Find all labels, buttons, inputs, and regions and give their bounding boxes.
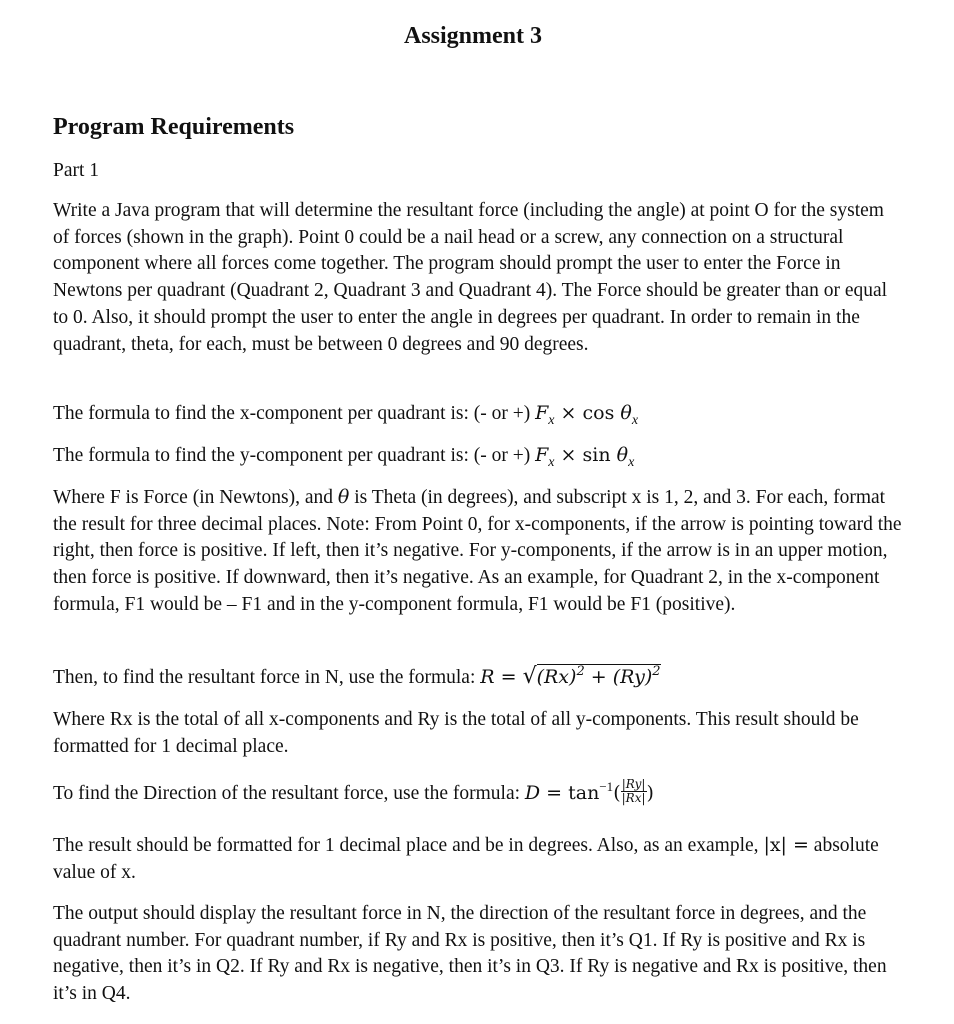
radicand	[537, 664, 661, 688]
x-formula-prefix: The formula to find the x-component per quadrant is: (- or +)	[53, 403, 536, 424]
abs-x-math: |x| =	[763, 834, 809, 856]
resultant-formula	[53, 664, 903, 694]
y-formula-times: ×	[554, 444, 583, 466]
direction-lhs: D	[524, 782, 541, 804]
output-paragraph: The output should display the resultant force in N, the direction of the resultant force in degrees, and the quadrant number. For quadrant number, if Ry and Rx is positive, then it’s Q1. If Ry is positive and Rx is negative, then it’s in Q2. If Ry and Rx is negative, then it’s in Q3. If Ry is negative and Rx is positive, then it’s in Q4.	[53, 903, 887, 1005]
direction-open-paren: (	[613, 782, 621, 804]
resultant-eq: =	[494, 666, 523, 688]
x-component-formula	[53, 400, 903, 430]
where-force-text-b: is Theta (in degrees), and subscript x is 1, 2, and 3. For each, format the result for three decimal places. Note: From Point 0, for x-components, if the arrow is pointing toward the right, then force is positive. If left, then it’s negative. For y-components, if the arrow is in an upper motion, then force is positive. If downward, then it’s negative. As an example, for Quadrant 2, in the x-component formula, F1 would be – F1 and in the y-component formula, F1 would be F1 (positive).	[53, 487, 902, 615]
direction-close-paren: )	[646, 782, 654, 804]
direction-pow: −1	[599, 779, 614, 794]
x-formula-force-sub: x	[548, 413, 555, 428]
direction-fraction	[621, 778, 647, 805]
y-formula-force: F	[535, 444, 549, 466]
x-formula-theta: θ	[620, 402, 632, 424]
document-title: Assignment 3	[403, 23, 542, 49]
resultant-sqrt	[523, 664, 661, 694]
rx-ry-paragraph: Where Rx is the total of all x-components and Ry is the total of all y-components. This result should be formatted for 1 decimal place.	[53, 709, 859, 757]
x-formula-force: F	[535, 402, 549, 424]
direction-prefix: To find the Direction of the resultant force, use the formula:	[53, 783, 525, 804]
radicand-term2: (Ry)	[612, 666, 653, 688]
section-heading: Program Requirements	[53, 114, 295, 140]
direction-result-text-a: The result should be formatted for 1 decimal place and be in degrees. Also, as an example,	[53, 835, 764, 856]
y-formula-force-sub: x	[548, 455, 555, 470]
y-formula-prefix: The formula to find the y-component per quadrant is: (- or +)	[53, 445, 536, 466]
y-formula-fn: sin	[582, 444, 617, 466]
y-component-formula	[53, 442, 903, 472]
fraction-denominator: |Rx|	[621, 791, 646, 806]
x-formula-theta-sub: x	[631, 413, 639, 428]
direction-result-paragraph	[53, 832, 903, 886]
radicand-pow2: 2	[652, 664, 661, 679]
radicand-plus: +	[584, 666, 613, 688]
fraction-numerator: |Ry|	[621, 777, 646, 792]
where-force-paragraph	[53, 484, 903, 619]
direction-result-text-b: absolute value of x.	[53, 835, 879, 883]
direction-formula	[53, 777, 903, 809]
direction-fn: tan	[568, 782, 600, 804]
where-force-text-a: Where F is Force (in Newtons), and	[53, 487, 338, 508]
intro-paragraph: Write a Java program that will determine the resultant force (including the angle) at point O for the system of forces (shown in the graph). Point 0 could be a nail head or a screw, any connection on a structural component where all forces come together. The program should prompt the user to enter the Force in Newtons per quadrant (Quadrant 2, Quadrant 3 and Quadrant 4). The Force should be greater than or equal to 0. Also, it should prompt the user to enter the angle in degrees per quadrant. In order to remain in the quadrant, theta, for each, must be between 0 degrees and 90 degrees.	[53, 200, 888, 355]
radicand-pow1: 2	[576, 664, 585, 679]
where-force-theta: θ	[337, 486, 350, 508]
sqrt-sign: √	[522, 664, 537, 689]
x-formula-times: ×	[554, 402, 583, 424]
resultant-lhs: R	[480, 666, 495, 688]
direction-eq: =	[540, 782, 569, 804]
part-label: Part 1	[53, 160, 100, 181]
resultant-prefix: Then, to find the resultant force in N, use the formula:	[53, 667, 481, 688]
radicand-term1: (Rx)	[536, 666, 577, 688]
x-formula-fn: cos	[582, 402, 621, 424]
y-formula-theta: θ	[616, 444, 629, 466]
y-formula-theta-sub: x	[628, 455, 635, 470]
